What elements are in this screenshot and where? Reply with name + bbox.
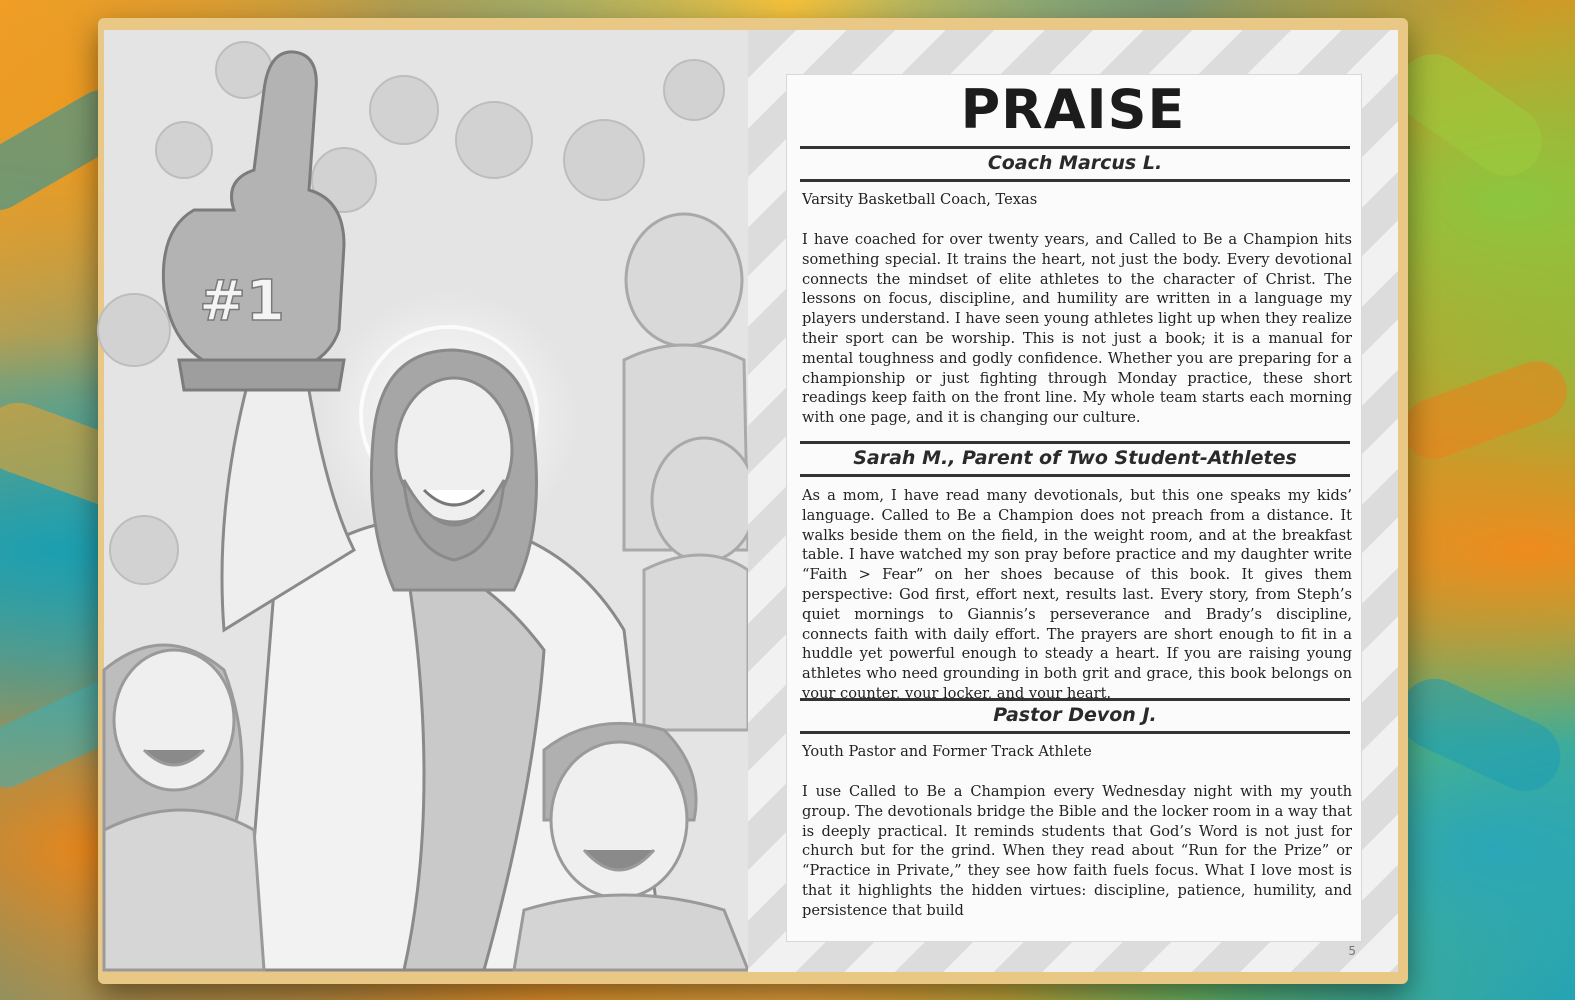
paint-streak bbox=[1388, 667, 1572, 802]
foam-finger-text: #1 bbox=[199, 269, 285, 334]
testimonial-heading: Sarah M., Parent of Two Student-Athletes bbox=[800, 441, 1350, 477]
testimonial-role: Varsity Basketball Coach, Texas bbox=[802, 191, 1038, 208]
testimonial-text: I have coached for over twenty years, and Called to Be a Champion hits something special. It trains the heart, not just the body. Every devotional connects the mindset of elite athletes to the character of Christ. The lessons on focus, discipline, and humility are written in a language my players understand. I have seen young athletes light up when they realize their sport can be worship. This is not just a book; it is a manual for mental toughness and godly confidence. Whether you are preparing for a championship or just fighting through Monday practice, these short readings keep faith on the front line. My whole team starts each morning with one page, and it is changing our culture. bbox=[802, 231, 1352, 427]
left-page-illustration bbox=[104, 30, 748, 970]
testimonial-text: I use Called to Be a Champion every Wednesday night with my youth group. The devotionals bridge the Bible and the locker room in a way that is deeply practical. It reminds students that God’s Word is not just for church but for the grind. When they read about “Run for the Prize” or “Practice in Private,” they see how faith fuels focus. What I love most is that it highlights the hidden virtues: discipline, patience, humility, and persistence that build bbox=[802, 783, 1352, 919]
testimonial-text: As a mom, I have read many devotionals, but this one speaks my kids’ language. Called to Be a Champion does not preach from a distance. It walks beside them on the field, in the weight room, and at the breakfast table. I have watched my son pray before practice and my daughter write “Faith > Fear” on her shoes because of this book. It gives them perspective: God first, effort next, results last. Every story, from Steph’s quiet mornings to Giannis’s perseverance and Brady’s discipline, connects faith with daily effort. The prayers are short enough to fit in a huddle yet powerful enough to steady a heart. If you are raising young athletes who need grounding in both grit and grace, this book belongs on your counter, your locker, and your heart. bbox=[802, 487, 1352, 702]
paint-streak bbox=[1395, 353, 1575, 468]
page-number: 5 bbox=[1348, 944, 1356, 958]
page-title: PRAISE bbox=[960, 78, 1186, 141]
right-page-praise bbox=[748, 30, 1398, 972]
testimonial-role: Youth Pastor and Former Track Athlete bbox=[802, 743, 1092, 760]
jesus-crowd-illustration bbox=[104, 30, 748, 970]
paint-streak bbox=[1384, 40, 1555, 189]
testimonial-heading: Coach Marcus L. bbox=[800, 146, 1350, 182]
testimonial-heading: Pastor Devon J. bbox=[800, 698, 1350, 734]
